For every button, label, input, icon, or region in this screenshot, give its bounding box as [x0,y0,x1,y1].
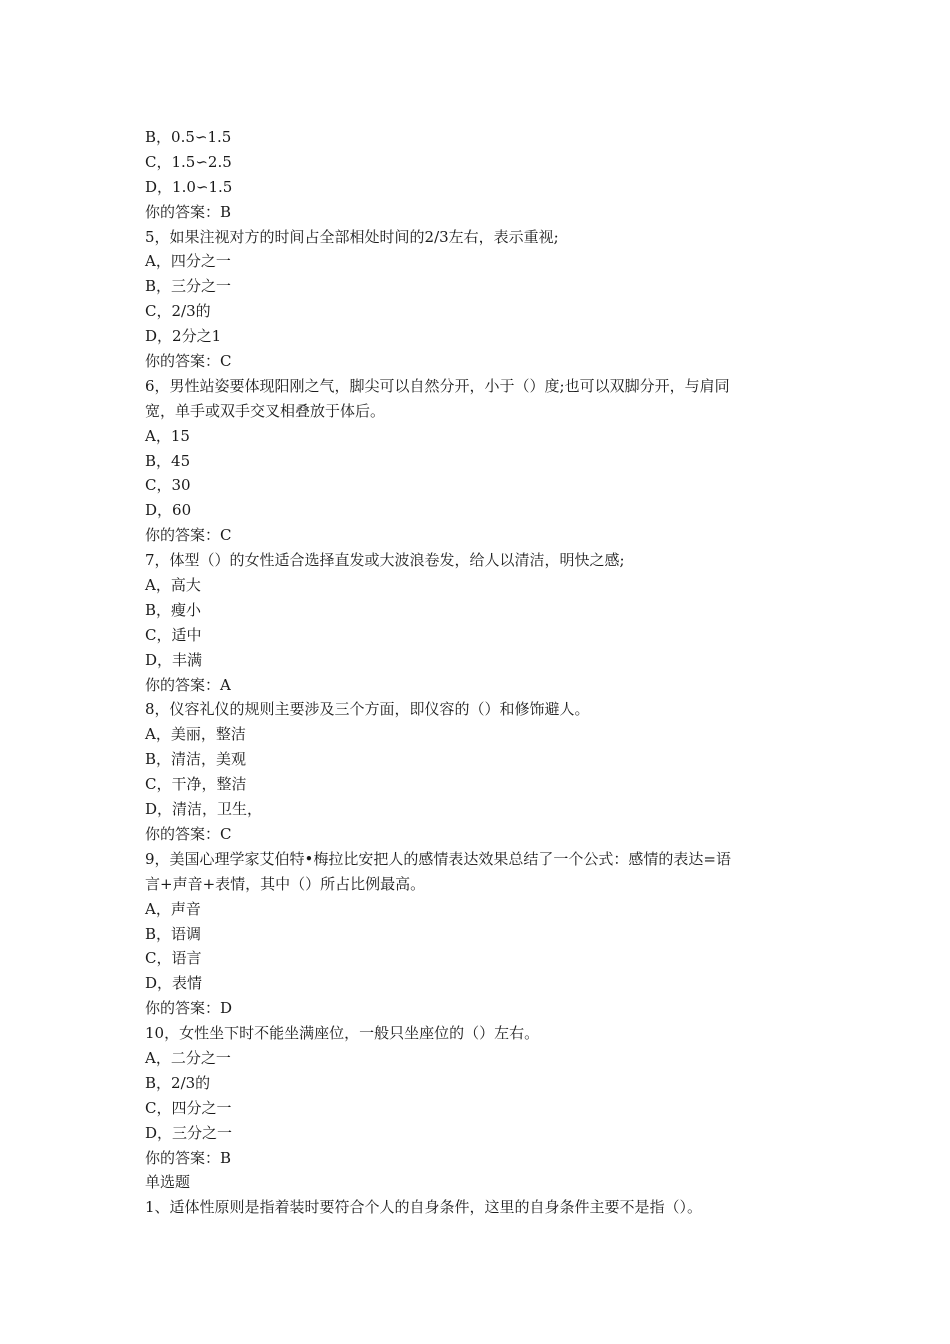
text-line: A，高大 [145,576,201,595]
text-line: B，2/3的 [145,1073,211,1092]
document-body [145,125,805,1220]
text-line: C，四分之一 [145,1098,232,1117]
text-line: B，瘦小 [145,600,202,619]
text-line: B，三分之一 [145,277,232,296]
text-line: 你的答案：D [145,999,233,1018]
text-line: 你的答案：C [145,824,232,843]
text-line: 6，男性站姿要体现阳刚之气，脚尖可以自然分开，小于（）度;也可以双脚分开，与肩同 [145,376,730,395]
text-line: A，15 [145,426,190,445]
text-line: D，表情 [145,974,203,993]
text-line: B，45 [145,451,191,470]
text-line: 你的答案：B [145,202,232,221]
text-line: B，语调 [145,924,202,943]
text-line: 7，体型（）的女性适合选择直发或大波浪卷发，给人以清洁，明快之感; [145,551,625,570]
text-line: 单选题 [145,1173,191,1192]
text-line: 5，如果注视对方的时间占全部相处时间的2/3左右，表示重视; [145,227,559,246]
text-line: B，0.5∽1.5 [145,128,232,146]
text-line: D，60 [145,501,192,520]
text-line: C，干净，整洁 [145,775,247,794]
text-line: C，1.5∽2.5 [145,152,232,171]
text-line: 9，美国心理学家艾伯特•梅拉比安把人的感情表达效果总结了一个公式：感情的表达=语 [145,849,731,868]
text-line: C，语言 [145,949,202,968]
text-line: D，1.0∽1.5 [145,177,233,196]
text-line: C，适中 [145,625,202,644]
text-line: 你的答案：A [145,675,231,694]
text-line: D，清洁，卫生， [145,800,263,819]
text-line: 宽，单手或双手交叉相叠放于体后。 [145,401,386,420]
text-line: A，声音 [145,899,201,918]
text-line: A，二分之一 [145,1048,231,1067]
text-line: C，30 [145,476,191,495]
text-line: C，2/3的 [145,302,211,321]
text-line: 你的答案：B [145,1148,232,1167]
text-line: 8，仪容礼仪的规则主要涉及三个方面，即仪容的（）和修饰避人。 [145,700,590,719]
text-line: D，2分之1 [145,327,222,346]
text-line: D，三分之一 [145,1123,233,1142]
text-line: A，四分之一 [145,252,231,271]
text-line: 1、适体性原则是指着装时要符合个人的自身条件，这里的自身条件主要不是指（）。 [145,1198,703,1217]
text-line: 你的答案：C [145,526,232,545]
text-line: 你的答案：C [145,352,232,371]
text-line: B，清洁，美观 [145,750,247,769]
text-line: 言+声音+表情，其中（）所占比例最高。 [145,874,426,893]
text-line: 10，女性坐下时不能坐满座位，一般只坐座位的（）左右。 [145,1024,540,1043]
text-line: A，美丽，整洁 [145,725,246,744]
text-line: D，丰满 [145,650,203,669]
